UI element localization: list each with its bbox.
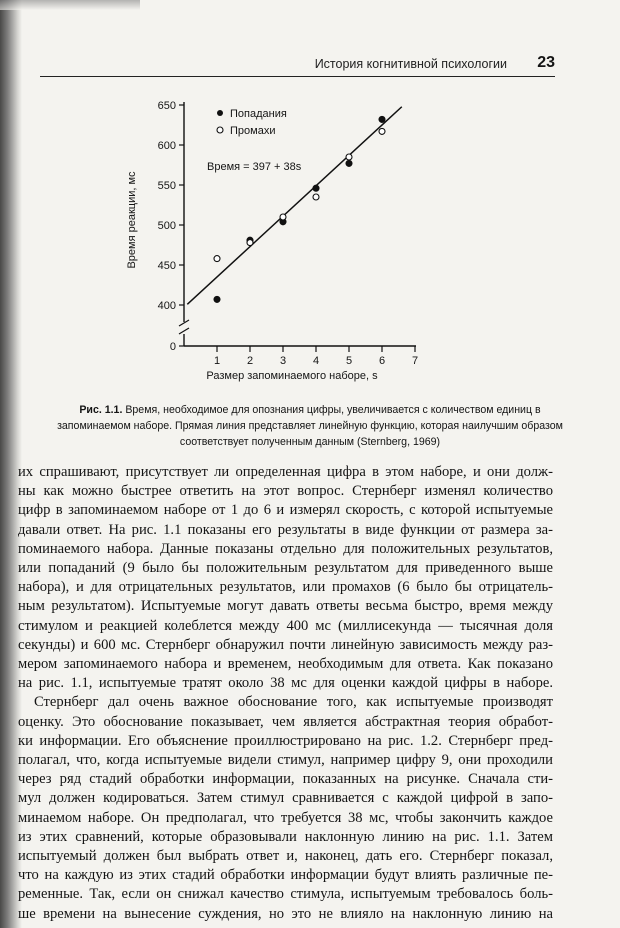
text-line: давали ответ. На рис. 1.1 показаны его результаты в виде функции от размера за- [18,521,553,538]
text-line: минаемом наборе. Он предполагал, что требуется 38 мс, чтобы закончить каждое [18,809,553,826]
x-tick-label: 2 [246,355,254,367]
text-line: через ряд стадий обработки информации, показанных на рисунке. Сначала сти- [18,771,553,788]
hit-point [313,185,319,191]
text-line: ным результатом). Испытуемые могут давать ответы весьма быстро, время между [18,598,553,615]
x-axis-label: Размер запоминаемого наборе, s [206,370,378,382]
running-header [40,54,555,77]
text-line: мером запоминаемого набора и временем, необходимым для ответа. Как показано [18,656,553,673]
text-line: полагал, что, когда испытуемые видели стимул, например цифру 9, они проходили [18,752,553,769]
y-tick-label: 400 [157,300,176,312]
text-line: стимулом и реакцией колеблется между 400 мс (миллисекунда — тысячная доля [18,617,553,634]
y-tick-label-zero: 0 [169,341,176,353]
text-line: цифр в запоминаемом наборе от 1 до 6 и измерял скорость, с которой испытуемые [18,502,553,519]
miss-point [313,194,319,200]
axis-break-mark-2 [179,328,189,334]
text-line: ки информации. Его объяснение проиллюстрировано на рис. 1.2. Стернберг пред- [18,732,553,749]
hit-point [379,116,385,122]
y-ticks [158,100,184,346]
miss-point [280,214,286,220]
miss-point [346,154,352,160]
paragraph-1 [18,463,553,693]
text-line: из этих сравнений, которые образовывали наклонную линию на рис. 1.1. Затем [18,828,553,845]
hit-point [346,160,352,166]
y-tick-label: 650 [157,100,176,112]
miss-point [379,128,385,134]
miss-point [214,256,220,262]
fit-equation: Время = 397 + 38s [207,161,302,173]
y-tick-label: 500 [157,220,176,232]
x-tick-label: 7 [411,355,419,367]
y-tick-label: 450 [157,260,176,272]
caption-text: Время, необходимое для опознания цифры, увеличивается с количеством единиц в запоминаемом наборе. Прямая линия представляет линейную функцию, которая наилучшим образом соответствует полученным данным (Sternberg, 1969) [57,404,563,448]
x-tick-label: 1 [213,355,221,367]
legend-marker-misses [217,127,223,133]
legend-marker-hits [217,110,223,116]
running-title: История когнитивной психологии [314,57,507,71]
page-number: 23 [537,54,555,71]
body-text [18,463,553,924]
text-line: испытуемый должен был выбрать ответ и, наконец, дать его. Стернберг показал, [18,848,553,865]
x-tick-label: 6 [378,355,386,367]
legend [217,108,287,137]
chart-axes [179,102,416,346]
caption-label: Рис. 1.1. [79,404,123,416]
y-axis-label: Время реакции, мс [126,171,138,269]
hit-point [214,296,220,302]
text-line: ше времени на вынесение суждения, но это не влияло на наклонную линию на [18,905,553,922]
x-ticks [214,346,418,367]
miss-point [247,240,253,246]
text-line: или попаданий (9 было бы положительным результатом для приведенного выше [18,560,553,577]
y-tick-label: 600 [157,140,176,152]
text-line: их спрашивают, присутствует ли определенная цифра в этом наборе, и они долж- [18,464,553,480]
x-tick-label: 3 [279,355,287,367]
text-line: набора), и для отрицательных результатов, или промахов (6 было бы отрицатель- [18,579,553,596]
text-line: на рис. 1.1, испытуемые тратят около 38 мс для оценки каждой цифры в наборе. [18,675,553,692]
text-line: поминаемого набора. Данные показаны отдельно для положительных результатов, [18,540,553,557]
x-tick-label: 4 [312,355,320,367]
legend-label-hits: Попадания [230,108,287,120]
y-tick-label: 550 [157,180,176,192]
scan-smudge [0,0,140,10]
regression-line [187,107,401,305]
text-line: секунды) и 600 мс. Стернберг обнаружил почти линейную зависимость между раз- [18,636,553,653]
text-line: ременные. Так, если он снижал качество стимула, испытуемым требовалось боль- [18,886,553,903]
text-line: мул должен кодироваться. Затем стимул сравнивается с каждой цифрой в запо- [18,790,553,807]
x-tick-label: 5 [345,355,353,367]
paragraph-2 [18,693,553,923]
legend-label-misses: Промахи [230,125,276,137]
text-line: что на каждую из этих стадий обработки информации будут влиять различные пе- [18,867,553,884]
text-line: Стернберг дал очень важное обоснование того, как испытуемые производят [34,694,553,711]
data-points [214,116,385,302]
figure-caption [50,402,570,450]
text-line: оценку. Это обоснование показывает, чем является абстрактная теория обработ- [18,713,553,730]
figure-1-1-chart [110,90,440,390]
text-line: ны как можно быстрее ответить на этот вопрос. Стернберг изменял количество [18,483,553,500]
